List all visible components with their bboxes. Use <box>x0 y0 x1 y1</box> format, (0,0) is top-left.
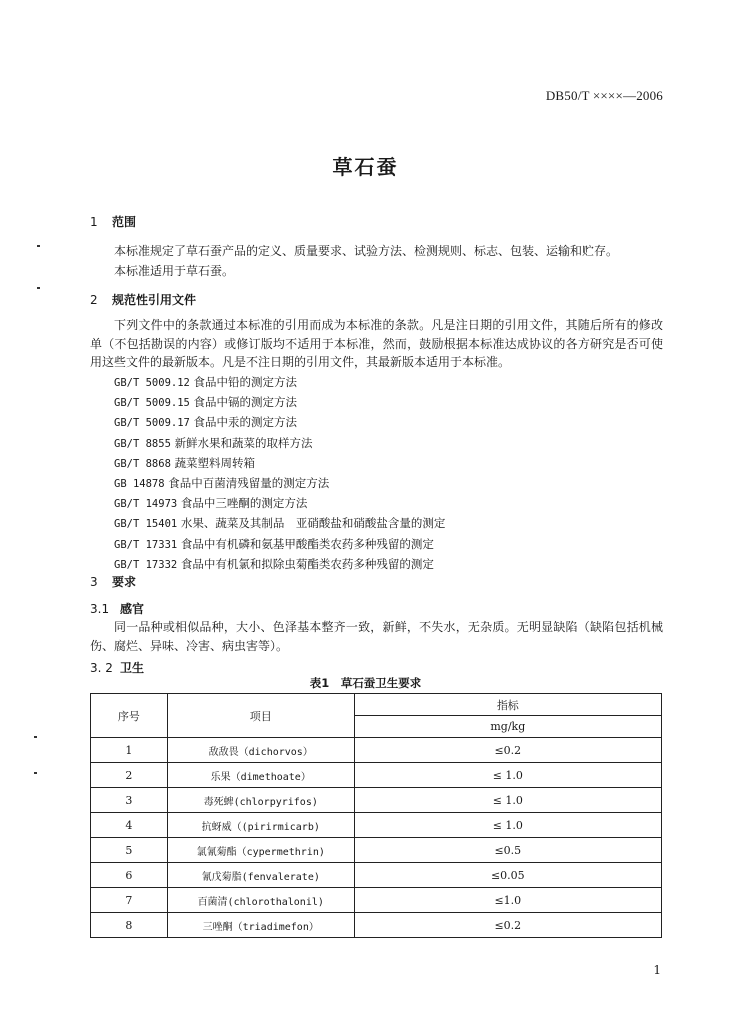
scan-speck <box>37 245 40 247</box>
cell-seq: 1 <box>91 738 168 763</box>
cell-value: ≤ 1.0 <box>354 813 661 838</box>
reference-item: GB/T 8855 新鲜水果和蔬菜的取样方法 <box>114 435 313 450</box>
cell-item: 百菌清(chlorothalonil) <box>167 888 354 913</box>
cell-value: ≤0.2 <box>354 738 661 763</box>
cell-item: 乐果（dimethoate） <box>167 763 354 788</box>
cell-seq: 3 <box>91 788 168 813</box>
reference-item: GB/T 17332 食品中有机氯和拟除虫菊酯类农药多种残留的测定 <box>114 556 434 571</box>
section-title: 卫生 <box>120 661 145 675</box>
reference-item: GB 14878 食品中百菌清残留量的测定方法 <box>114 476 330 491</box>
table-row <box>91 763 662 788</box>
table-row <box>91 863 662 888</box>
section-3-1-heading <box>90 600 144 617</box>
cell-seq: 4 <box>91 813 168 838</box>
cell-item: 三唑酮（triadimefon） <box>167 913 354 938</box>
section-1-paragraph-1: 本标准规定了草石蚕产品的定义、质量要求、试验方法、检测规则、标志、包装、运输和贮存。 <box>114 244 619 258</box>
table-caption: 表1 草石蚕卫生要求 <box>309 676 422 690</box>
scan-speck <box>34 772 37 774</box>
reference-item: GB/T 5009.17 食品中汞的测定方法 <box>114 415 298 430</box>
section-3-1-text: 同一品种或相似品种，大小、色泽基本整齐一致，新鲜，不失水，无杂质。无明显缺陷（缺陷包括机械伤、腐烂、异味、冷害、病虫害等）。 <box>90 620 663 653</box>
section-title: 规范性引用文件 <box>112 293 197 307</box>
cell-seq: 6 <box>91 863 168 888</box>
section-1-paragraph-2: 本标准适用于草石蚕。 <box>114 264 235 278</box>
cell-value: ≤0.5 <box>354 838 661 863</box>
hygiene-requirements-table <box>90 693 662 938</box>
table-row <box>91 888 662 913</box>
reference-item: GB/T 14973 食品中三唑酮的测定方法 <box>114 496 308 511</box>
section-3-2-heading <box>90 659 144 676</box>
table-row <box>91 838 662 863</box>
scan-speck <box>34 736 37 738</box>
table-row <box>91 738 662 763</box>
cell-item: 氯氰菊酯（cypermethrin) <box>167 838 354 863</box>
section-2-heading <box>90 291 196 308</box>
cell-item: 氰戊菊脂(fenvalerate) <box>167 863 354 888</box>
section-number: 3 <box>90 575 98 589</box>
cell-value: ≤0.05 <box>354 863 661 888</box>
header-unit: mg/kg <box>354 716 661 738</box>
cell-seq: 7 <box>91 888 168 913</box>
reference-item: GB/T 5009.15 食品中镉的测定方法 <box>114 395 298 410</box>
section-number: 1 <box>90 215 98 229</box>
table-row <box>91 813 662 838</box>
cell-value: ≤0.2 <box>354 913 661 938</box>
cell-seq: 5 <box>91 838 168 863</box>
header-item: 项目 <box>167 694 354 738</box>
section-number: 3. 2 <box>90 661 113 675</box>
cell-value: ≤1.0 <box>354 888 661 913</box>
table-header-row <box>91 694 662 716</box>
cell-seq: 8 <box>91 913 168 938</box>
page-number: 1 <box>653 963 661 977</box>
page-title: 草石蚕 <box>332 155 399 179</box>
reference-item: GB/T 17331 食品中有机磷和氨基甲酸酯类农药多种残留的测定 <box>114 536 434 551</box>
cell-item: 毒死蜱(chlorpyrifos) <box>167 788 354 813</box>
section-1-heading <box>90 213 136 230</box>
reference-item: GB/T 15401 水果、蔬菜及其制品 亚硝酸盐和硝酸盐含量的测定 <box>114 516 446 531</box>
section-title: 范围 <box>112 215 137 229</box>
cell-value: ≤ 1.0 <box>354 788 661 813</box>
section-title: 要求 <box>112 575 137 589</box>
cell-seq: 2 <box>91 763 168 788</box>
section-number: 3.1 <box>90 602 110 616</box>
reference-list <box>114 373 445 575</box>
section-2-intro: 下列文件中的条款通过本标准的引用而成为本标准的条款。凡是注日期的引用文件，其随后所有的修改单（不包括勘误的内容）或修订版均不适用于本标准，然而，鼓励根据本标准达成协议的各方研究是否可使用这些文件的最新版本。凡是不注日期的引用文件，其最新版本适用于本标准。 <box>90 318 663 369</box>
section-title: 感官 <box>120 602 145 616</box>
header-index: 指标 <box>354 694 661 716</box>
document-code: DB50/T ××××—2006 <box>545 88 663 103</box>
reference-item: GB/T 5009.12 食品中铅的测定方法 <box>114 375 298 389</box>
section-number: 2 <box>90 293 98 307</box>
table-row <box>91 788 662 813</box>
section-3-heading <box>90 573 136 590</box>
cell-item: 抗蚜威（(pirirmicarb) <box>167 813 354 838</box>
reference-item: GB/T 8868 蔬菜塑料周转箱 <box>114 455 256 470</box>
scan-speck <box>37 287 40 289</box>
header-seq: 序号 <box>91 694 168 738</box>
table-row <box>91 913 662 938</box>
cell-item: 敌敌畏（dichorvos） <box>167 738 354 763</box>
cell-value: ≤ 1.0 <box>354 763 661 788</box>
